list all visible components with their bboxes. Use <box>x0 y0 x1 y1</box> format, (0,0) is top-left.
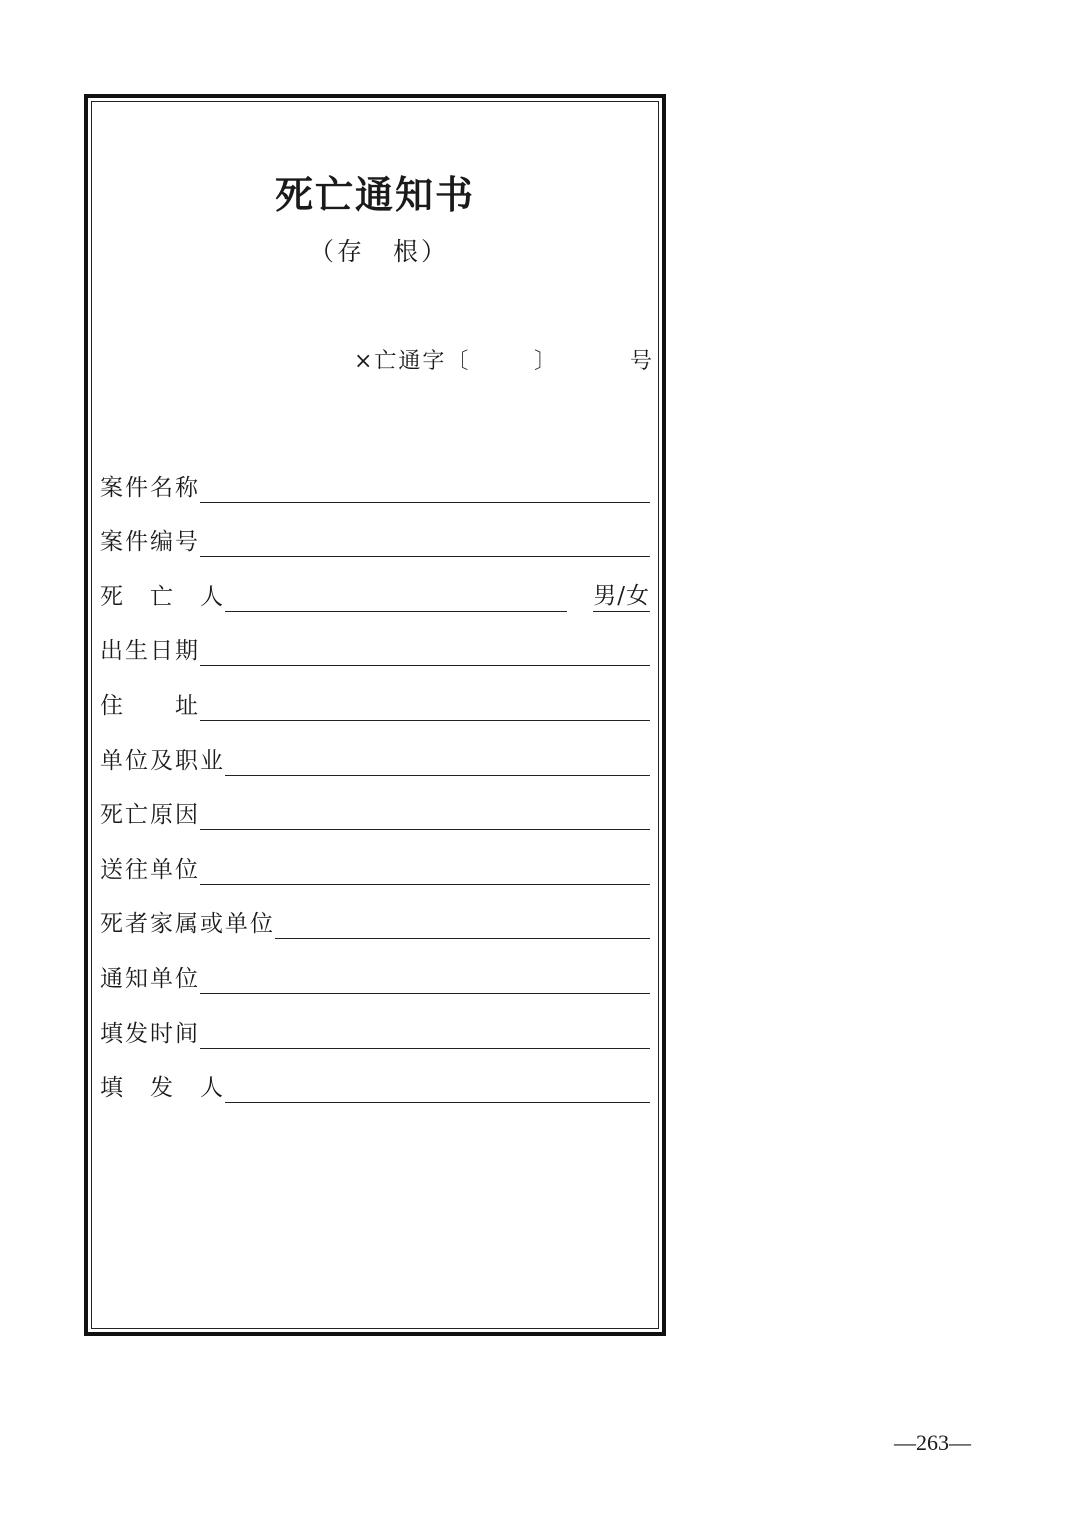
field-label: 通知单位 <box>100 965 200 992</box>
field-label: 出生日期 <box>100 638 200 665</box>
form-inner-border <box>91 101 659 1329</box>
field-notifying-unit <box>100 939 650 994</box>
field-input-line[interactable] <box>225 583 567 612</box>
field-input-line[interactable] <box>200 528 650 557</box>
field-employer-occupation <box>100 721 650 776</box>
form-title: 死亡通知书 <box>274 172 475 217</box>
doc-number-suffix: 号 <box>630 349 655 374</box>
field-input-line[interactable] <box>200 1020 650 1049</box>
form-subtitle: （存 根） <box>308 237 449 266</box>
field-input-line[interactable] <box>200 801 650 830</box>
field-input-line[interactable] <box>200 637 650 666</box>
field-input-line[interactable] <box>200 474 650 503</box>
field-address <box>100 666 650 721</box>
field-label: 案件编号 <box>100 529 200 556</box>
field-label: 死 亡 人 <box>100 583 225 610</box>
field-case-number <box>100 503 650 558</box>
field-input-line[interactable] <box>225 1074 650 1103</box>
field-input-line[interactable] <box>200 965 650 994</box>
field-deceased <box>100 557 650 612</box>
field-label: 送往单位 <box>100 856 200 883</box>
field-input-line[interactable] <box>200 692 650 721</box>
gender-option[interactable]: 男/女 <box>593 581 650 612</box>
field-sent-to <box>100 830 650 885</box>
field-issue-time <box>100 994 650 1049</box>
field-case-name <box>100 448 650 503</box>
doc-number-bracket-close: 〕 <box>534 349 559 374</box>
field-family-or-employer <box>100 885 650 940</box>
field-birth-date <box>100 612 650 667</box>
field-label: 死者家属或单位 <box>100 911 275 938</box>
field-input-line[interactable] <box>275 910 650 939</box>
field-cause-of-death <box>100 776 650 831</box>
field-label: 住 址 <box>100 692 200 719</box>
field-label: 填 发 人 <box>100 1075 225 1102</box>
field-input-line[interactable] <box>225 747 650 776</box>
field-label: 案件名称 <box>100 474 200 501</box>
doc-number-prefix: ×亡通字〔 <box>354 349 471 374</box>
field-input-line[interactable] <box>200 856 650 885</box>
field-label: 填发时间 <box>100 1020 200 1047</box>
notice-form <box>84 94 666 1336</box>
field-label: 单位及职业 <box>100 747 225 774</box>
page-number: —263— <box>894 1430 971 1455</box>
field-label: 死亡原因 <box>100 802 200 829</box>
form-fields <box>100 448 650 1103</box>
field-issuer <box>100 1049 650 1104</box>
